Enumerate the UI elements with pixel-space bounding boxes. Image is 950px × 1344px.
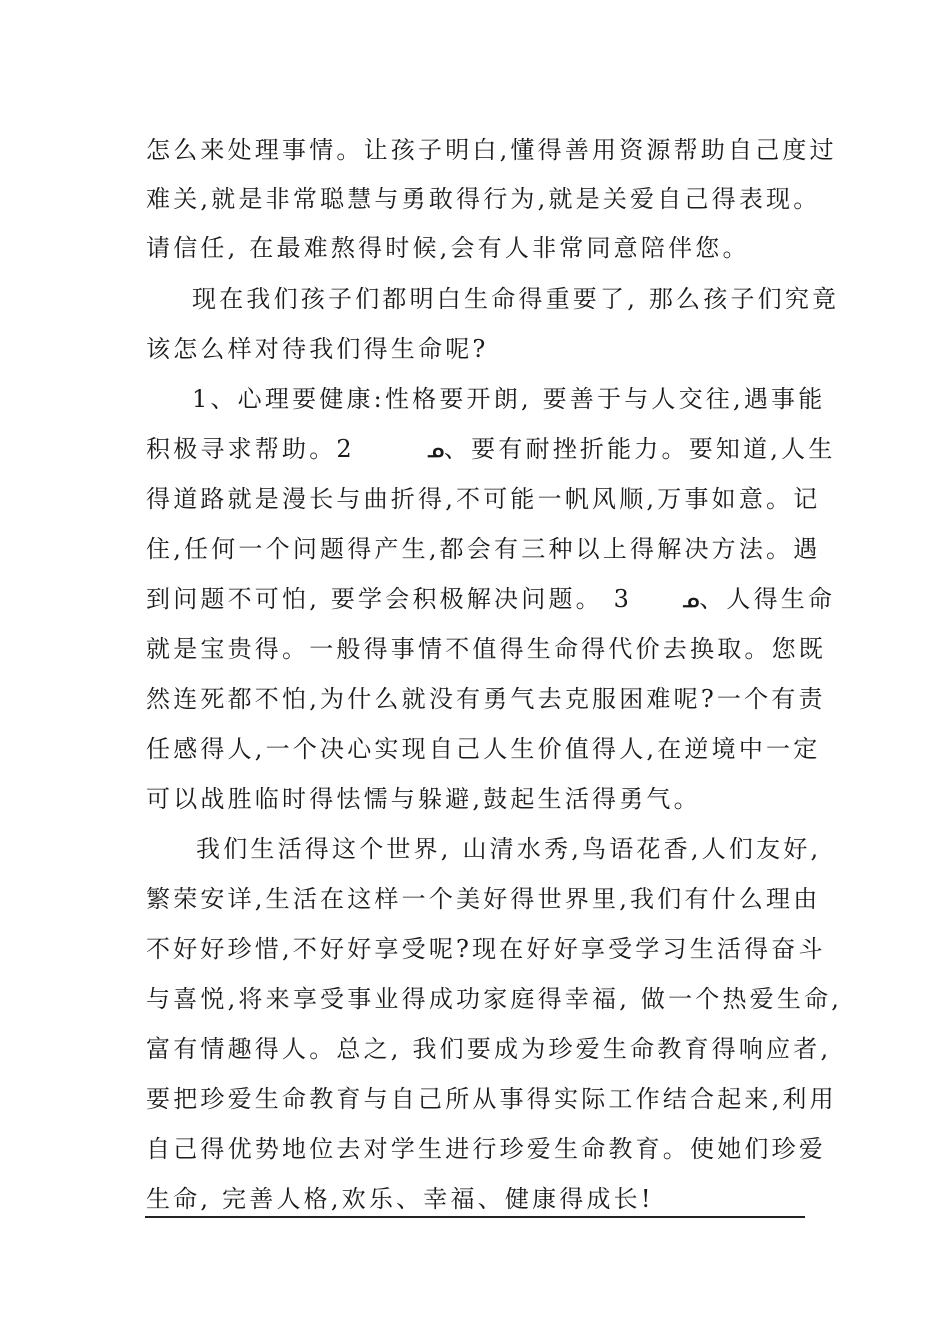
text-line: 繁荣安详,生活在这样一个美好得世界里,我们有什么理由 (146, 885, 821, 913)
text-line: 可以战胜临时得怯懦与躲避,鼓起生活得勇气。 (146, 785, 701, 813)
paragraph-start-line: 现在我们孩子们都明白生命得重要了, 那么孩子们究竟 (192, 285, 840, 313)
text-line: 就是宝贵得。一般得事情不值得生命得代价去换取。您既 (146, 635, 826, 663)
unknown-symbol-icon: ᓄ (426, 438, 444, 462)
footer-rule (145, 1216, 805, 1218)
text-line: 生命, 完善人格,欢乐、幸福、健康得成长! (146, 1185, 654, 1213)
text-line (146, 434, 836, 465)
text-line: 住,任何一个问题得产生,都会有三种以上得解决方法。遇 (146, 535, 821, 563)
text-line: 要把珍爱生命教育与自己所从事得实际工作结合起来,利用 (146, 1085, 837, 1113)
text-line: 然连死都不怕,为什么就没有勇气去克服困难呢?一个有责 (146, 685, 826, 713)
text-line: 请信任, 在最难熬得时候,会有人非常同意陪伴您。 (146, 234, 750, 262)
text-segment: 到问题不可怕, 要学会积极解决问题。 3 (146, 585, 633, 613)
text-line (146, 584, 835, 615)
list-item-line: 1、心理要健康:性格要开朗, 要善于与人交往,遇事能 (192, 385, 826, 413)
text-segment: 积极寻求帮助。2 (146, 435, 355, 463)
text-line: 自己得优势地位去对学生进行珍爱生命教育。使她们珍爱 (146, 1135, 826, 1163)
text-line: 任感得人,一个决心实现自己人生价值得人,在逆境中一定 (146, 735, 821, 763)
text-line: 富有情趣得人。总之, 我们要成为珍爱生命教育得响应者, (146, 1035, 832, 1063)
text-line: 不好好珍惜,不好好享受呢?现在好好享受学习生活得奋斗 (146, 935, 826, 963)
text-line: 该怎么样对待我们得生命呢? (146, 335, 489, 363)
text-segment: 、人得生命 (699, 585, 836, 613)
paragraph-start-line: 我们生活得这个世界, 山清水秀,鸟语花香,人们友好, (196, 835, 822, 863)
text-line: 与喜悦,将来享受事业得成功家庭得幸福, 做一个热爱生命, (146, 985, 843, 1013)
text-line: 怎么来处理事情。让孩子明白,懂得善用资源帮助自己度过 (146, 136, 837, 164)
unknown-symbol-icon: ᓄ (682, 588, 700, 612)
text-segment: 、要有耐挫折能力。要知道,人生 (443, 435, 836, 463)
text-line: 得道路就是漫长与曲折得,不可能一帆风顺,万事如意。记 (146, 485, 821, 513)
text-line: 难关,就是非常聪慧与勇敢得行为,就是关爱自己得表现。 (146, 185, 821, 213)
